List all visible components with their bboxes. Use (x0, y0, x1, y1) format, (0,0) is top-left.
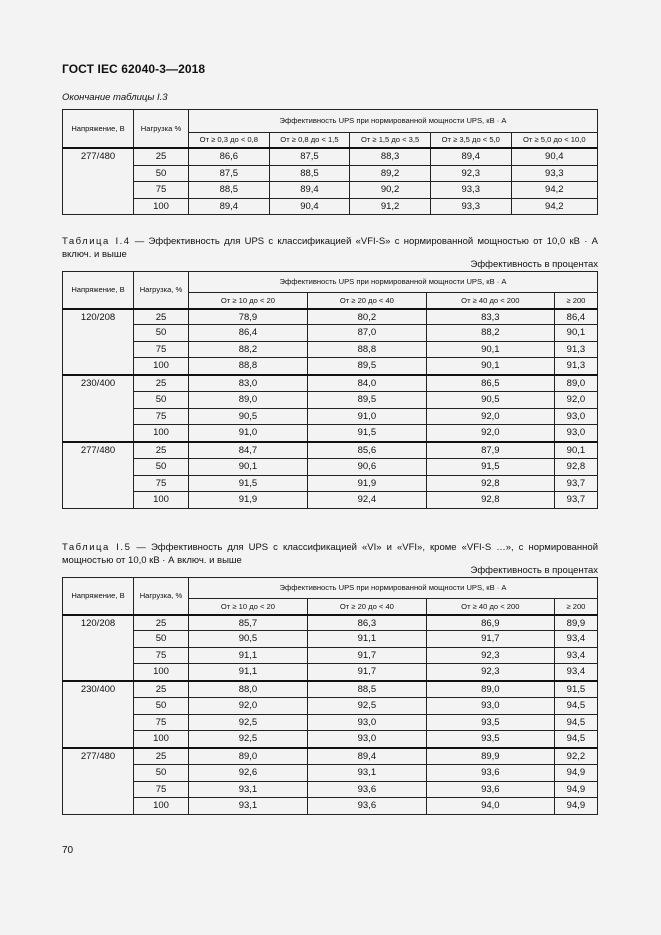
table-row (63, 681, 598, 698)
col-range-header: От ≥ 40 до < 200 (426, 293, 554, 310)
value-cell: 91,1 (189, 647, 308, 664)
load-cell: 75 (134, 781, 189, 798)
value-cell: 86,4 (189, 325, 308, 342)
table-i4-caption-text: — Эффективность для UPS с классификацией «VFI-S» с нормированной мощностью от 10,0 кВ · А включ. и выше (62, 236, 598, 260)
table-row (63, 459, 598, 476)
load-cell: 25 (134, 442, 189, 459)
load-cell: 100 (134, 358, 189, 375)
voltage-cell: 230/400 (63, 681, 134, 748)
load-cell: 100 (134, 425, 189, 442)
col-load-header: Нагрузка % (134, 110, 189, 149)
value-cell: 90,1 (554, 442, 597, 459)
value-cell: 92,3 (426, 647, 554, 664)
value-cell: 94,9 (554, 798, 597, 815)
value-cell: 87,5 (269, 148, 350, 165)
value-cell: 92,0 (189, 698, 308, 715)
col-range-header: От ≥ 40 до < 200 (426, 599, 554, 616)
value-cell: 92,3 (430, 165, 511, 182)
value-cell: 85,7 (189, 615, 308, 631)
value-cell: 88,5 (269, 165, 350, 182)
value-cell: 92,0 (426, 408, 554, 425)
col-range-header: ≥ 200 (554, 599, 597, 616)
value-cell: 93,7 (554, 492, 597, 509)
load-cell: 50 (134, 325, 189, 342)
col-load-header: Нагрузка, % (134, 578, 189, 616)
value-cell: 93,6 (307, 798, 426, 815)
table-i4-caption-name: Таблица I.4 (62, 236, 131, 247)
value-cell: 93,1 (189, 798, 308, 815)
value-cell: 90,1 (426, 341, 554, 358)
col-range-header: От ≥ 1,5 до < 3,5 (350, 133, 431, 149)
load-cell: 75 (134, 182, 189, 199)
load-cell: 25 (134, 148, 189, 165)
col-range-header: От ≥ 10 до < 20 (189, 599, 308, 616)
voltage-cell: 277/480 (63, 748, 134, 815)
table-row (63, 148, 598, 165)
table-row (63, 615, 598, 631)
value-cell: 92,8 (554, 459, 597, 476)
table-row (63, 714, 598, 731)
value-cell: 93,1 (307, 765, 426, 782)
page-number: 70 (62, 845, 74, 856)
value-cell: 90,4 (269, 198, 350, 215)
table-row (63, 475, 598, 492)
value-cell: 89,2 (350, 165, 431, 182)
col-range-header: ≥ 200 (554, 293, 597, 310)
value-cell: 87,5 (189, 165, 270, 182)
value-cell: 92,6 (189, 765, 308, 782)
load-cell: 100 (134, 198, 189, 215)
value-cell: 89,5 (307, 392, 426, 409)
value-cell: 88,3 (350, 148, 431, 165)
value-cell: 94,9 (554, 765, 597, 782)
table-row (63, 765, 598, 782)
value-cell: 94,9 (554, 781, 597, 798)
value-cell: 94,5 (554, 714, 597, 731)
value-cell: 84,0 (307, 375, 426, 392)
table-row (63, 698, 598, 715)
value-cell: 89,0 (554, 375, 597, 392)
value-cell: 92,0 (554, 392, 597, 409)
value-cell: 86,9 (426, 615, 554, 631)
value-cell: 93,6 (426, 765, 554, 782)
table-row (63, 664, 598, 681)
load-cell: 75 (134, 714, 189, 731)
value-cell: 91,1 (189, 664, 308, 681)
value-cell: 91,0 (307, 408, 426, 425)
value-cell: 94,5 (554, 698, 597, 715)
value-cell: 92,0 (426, 425, 554, 442)
value-cell: 88,5 (189, 182, 270, 199)
value-cell: 90,5 (426, 392, 554, 409)
value-cell: 90,6 (307, 459, 426, 476)
table-row (63, 492, 598, 509)
value-cell: 93,0 (554, 408, 597, 425)
value-cell: 87,9 (426, 442, 554, 459)
value-cell: 93,3 (430, 198, 511, 215)
table-row (63, 165, 598, 182)
value-cell: 88,5 (307, 681, 426, 698)
value-cell: 91,9 (307, 475, 426, 492)
value-cell: 93,0 (426, 698, 554, 715)
load-cell: 75 (134, 408, 189, 425)
table-row (63, 798, 598, 815)
table-i5 (62, 577, 598, 815)
table-row (63, 781, 598, 798)
table-i5-caption (62, 542, 598, 567)
voltage-cell: 277/480 (63, 148, 134, 215)
load-cell: 50 (134, 392, 189, 409)
col-group-header: Эффективность UPS при нормированной мощности UPS, кВ · А (189, 578, 598, 599)
value-cell: 93,0 (307, 731, 426, 748)
value-cell: 91,3 (554, 358, 597, 375)
table-i5-unit-note: Эффективность в процентах (470, 565, 598, 576)
value-cell: 93,1 (189, 781, 308, 798)
value-cell: 93,4 (554, 664, 597, 681)
document-header: ГОСТ IEC 62040-3—2018 (62, 62, 206, 76)
value-cell: 87,0 (307, 325, 426, 342)
value-cell: 90,5 (189, 408, 308, 425)
col-range-header: От ≥ 3,5 до < 5,0 (430, 133, 511, 149)
value-cell: 92,4 (307, 492, 426, 509)
col-range-header: От ≥ 20 до < 40 (307, 293, 426, 310)
value-cell: 90,4 (511, 148, 597, 165)
value-cell: 86,3 (307, 615, 426, 631)
col-range-header: От ≥ 0,3 до < 0,8 (189, 133, 270, 149)
load-cell: 75 (134, 647, 189, 664)
load-cell: 100 (134, 731, 189, 748)
voltage-cell: 230/400 (63, 375, 134, 442)
value-cell: 92,5 (189, 731, 308, 748)
value-cell: 91,7 (426, 631, 554, 648)
value-cell: 91,7 (307, 664, 426, 681)
value-cell: 90,5 (189, 631, 308, 648)
table-row (63, 392, 598, 409)
value-cell: 90,1 (554, 325, 597, 342)
value-cell: 88,2 (189, 341, 308, 358)
load-cell: 75 (134, 341, 189, 358)
value-cell: 93,3 (430, 182, 511, 199)
value-cell: 93,0 (554, 425, 597, 442)
table-i5-caption-name: Таблица I.5 (62, 542, 132, 553)
value-cell: 89,4 (430, 148, 511, 165)
value-cell: 93,0 (307, 714, 426, 731)
voltage-cell: 120/208 (63, 309, 134, 375)
value-cell: 91,3 (554, 341, 597, 358)
table-i3-continuation-label: Окончание таблицы I.3 (62, 92, 168, 103)
table-row (63, 182, 598, 199)
value-cell: 78,9 (189, 309, 308, 325)
value-cell: 94,2 (511, 198, 597, 215)
table-row (63, 341, 598, 358)
value-cell: 92,5 (189, 714, 308, 731)
value-cell: 89,9 (554, 615, 597, 631)
value-cell: 89,4 (307, 748, 426, 765)
load-cell: 25 (134, 681, 189, 698)
load-cell: 100 (134, 798, 189, 815)
value-cell: 94,5 (554, 731, 597, 748)
value-cell: 86,4 (554, 309, 597, 325)
value-cell: 83,3 (426, 309, 554, 325)
value-cell: 94,0 (426, 798, 554, 815)
col-voltage-header: Напряжение, В (63, 578, 134, 616)
table-row (63, 325, 598, 342)
col-group-header: Эффективность UPS при нормированной мощности UPS, кВ · А (189, 110, 598, 133)
table-row (63, 748, 598, 765)
load-cell: 100 (134, 664, 189, 681)
load-cell: 75 (134, 475, 189, 492)
table-row (63, 442, 598, 459)
value-cell: 91,0 (189, 425, 308, 442)
load-cell: 100 (134, 492, 189, 509)
table-i4 (62, 271, 598, 509)
value-cell: 89,4 (269, 182, 350, 199)
col-voltage-header: Напряжение, В (63, 272, 134, 310)
value-cell: 91,5 (554, 681, 597, 698)
table-row (63, 631, 598, 648)
col-group-header: Эффективность UPS при нормированной мощности UPS, кВ · А (189, 272, 598, 293)
value-cell: 89,9 (426, 748, 554, 765)
col-load-header: Нагрузка, % (134, 272, 189, 310)
value-cell: 83,0 (189, 375, 308, 392)
value-cell: 93,6 (426, 781, 554, 798)
load-cell: 25 (134, 375, 189, 392)
value-cell: 86,5 (426, 375, 554, 392)
value-cell: 90,1 (189, 459, 308, 476)
value-cell: 93,6 (307, 781, 426, 798)
load-cell: 50 (134, 765, 189, 782)
value-cell: 91,5 (426, 459, 554, 476)
value-cell: 92,8 (426, 492, 554, 509)
table-row (63, 425, 598, 442)
col-range-header: От ≥ 5,0 до < 10,0 (511, 133, 597, 149)
load-cell: 50 (134, 459, 189, 476)
table-i5-caption-text: — Эффективность для UPS с классификацией «VI» и «VFI», кроме «VFI-S …», с нормированной мощностью от 10,0 кВ · А включ. и выше (62, 542, 599, 566)
value-cell: 84,7 (189, 442, 308, 459)
value-cell: 90,2 (350, 182, 431, 199)
value-cell: 93,5 (426, 731, 554, 748)
col-voltage-header: Напряжение, В (63, 110, 134, 149)
value-cell: 91,5 (307, 425, 426, 442)
col-range-header: От ≥ 20 до < 40 (307, 599, 426, 616)
voltage-cell: 277/480 (63, 442, 134, 509)
table-row (63, 309, 598, 325)
value-cell: 88,2 (426, 325, 554, 342)
value-cell: 91,9 (189, 492, 308, 509)
table-row (63, 375, 598, 392)
load-cell: 25 (134, 615, 189, 631)
value-cell: 93,4 (554, 647, 597, 664)
value-cell: 88,8 (189, 358, 308, 375)
value-cell: 92,5 (307, 698, 426, 715)
table-row (63, 408, 598, 425)
table-row (63, 731, 598, 748)
value-cell: 92,3 (426, 664, 554, 681)
value-cell: 92,2 (554, 748, 597, 765)
value-cell: 86,6 (189, 148, 270, 165)
load-cell: 50 (134, 165, 189, 182)
value-cell: 92,8 (426, 475, 554, 492)
table-i3 (62, 109, 598, 215)
value-cell: 88,8 (307, 341, 426, 358)
value-cell: 89,0 (426, 681, 554, 698)
value-cell: 88,0 (189, 681, 308, 698)
value-cell: 91,1 (307, 631, 426, 648)
value-cell: 80,2 (307, 309, 426, 325)
value-cell: 89,0 (189, 748, 308, 765)
value-cell: 93,5 (426, 714, 554, 731)
load-cell: 25 (134, 748, 189, 765)
value-cell: 91,5 (189, 475, 308, 492)
load-cell: 50 (134, 631, 189, 648)
value-cell: 90,1 (426, 358, 554, 375)
load-cell: 25 (134, 309, 189, 325)
load-cell: 50 (134, 698, 189, 715)
table-row (63, 647, 598, 664)
value-cell: 91,2 (350, 198, 431, 215)
table-i4-caption (62, 236, 598, 261)
value-cell: 89,5 (307, 358, 426, 375)
table-row (63, 358, 598, 375)
value-cell: 93,7 (554, 475, 597, 492)
table-i4-unit-note: Эффективность в процентах (470, 259, 598, 270)
value-cell: 89,0 (189, 392, 308, 409)
value-cell: 94,2 (511, 182, 597, 199)
col-range-header: От ≥ 0,8 до < 1,5 (269, 133, 350, 149)
voltage-cell: 120/208 (63, 615, 134, 681)
table-row (63, 198, 598, 215)
value-cell: 91,7 (307, 647, 426, 664)
value-cell: 93,4 (554, 631, 597, 648)
value-cell: 89,4 (189, 198, 270, 215)
col-range-header: От ≥ 10 до < 20 (189, 293, 308, 310)
value-cell: 93,3 (511, 165, 597, 182)
value-cell: 85,6 (307, 442, 426, 459)
